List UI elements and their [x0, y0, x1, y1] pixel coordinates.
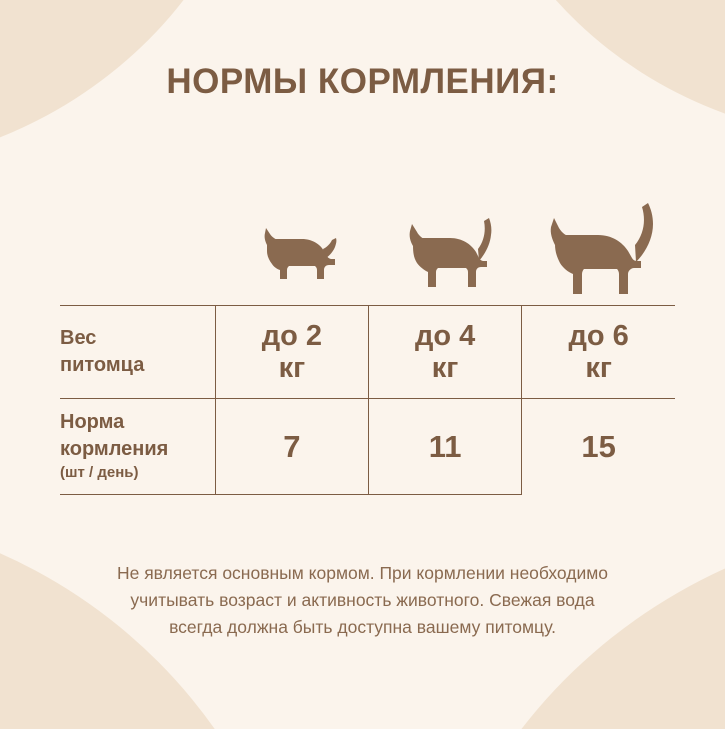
amount-cell-1: 7 — [215, 399, 368, 495]
weight-value-1: до 2 — [261, 319, 323, 352]
table-row-norm — [60, 399, 675, 495]
table-row-icons — [60, 190, 675, 306]
row-label-norm-line2: кормления — [60, 438, 169, 461]
footnote-line-3: всегда должна быть доступна вашему питомцу. — [169, 617, 556, 638]
weight-value-3: до 6 — [568, 319, 629, 352]
medium-cat-icon — [368, 190, 521, 306]
amount-cell-2: 11 — [368, 399, 521, 495]
footnote — [40, 560, 685, 641]
weight-unit-3: кг — [585, 352, 612, 384]
row-label-norm — [60, 399, 215, 495]
row-label-norm-line3: (шт / день) — [60, 464, 139, 482]
weight-unit-1: кг — [278, 352, 306, 384]
row-label-weight-line1: Вес — [60, 327, 97, 349]
weight-cell-1 — [215, 306, 368, 399]
row-label-weight — [60, 306, 215, 399]
row-label-weight-line2: питомца — [60, 354, 145, 376]
icon-cell-empty — [60, 190, 215, 306]
row-label-norm-line1: Норма — [60, 411, 125, 434]
feeding-table-wrapper — [60, 190, 675, 495]
amount-cell-3: 15 — [522, 399, 675, 495]
footnote-line-2: учитывать возраст и активность животного. Свежая вода — [130, 590, 595, 611]
weight-cell-3 — [522, 306, 675, 399]
page-title: НОРМЫ КОРМЛЕНИЯ: — [166, 62, 559, 101]
table-row-weight — [60, 306, 675, 399]
feeding-norms-table — [60, 190, 675, 495]
footnote-line-1: Не является основным кормом. При кормлении необходимо — [116, 563, 609, 583]
large-cat-icon — [522, 190, 675, 306]
weight-value-2: до 4 — [414, 319, 476, 352]
small-cat-icon — [215, 190, 368, 306]
weight-unit-2: кг — [431, 352, 459, 384]
weight-cell-2 — [368, 306, 521, 399]
